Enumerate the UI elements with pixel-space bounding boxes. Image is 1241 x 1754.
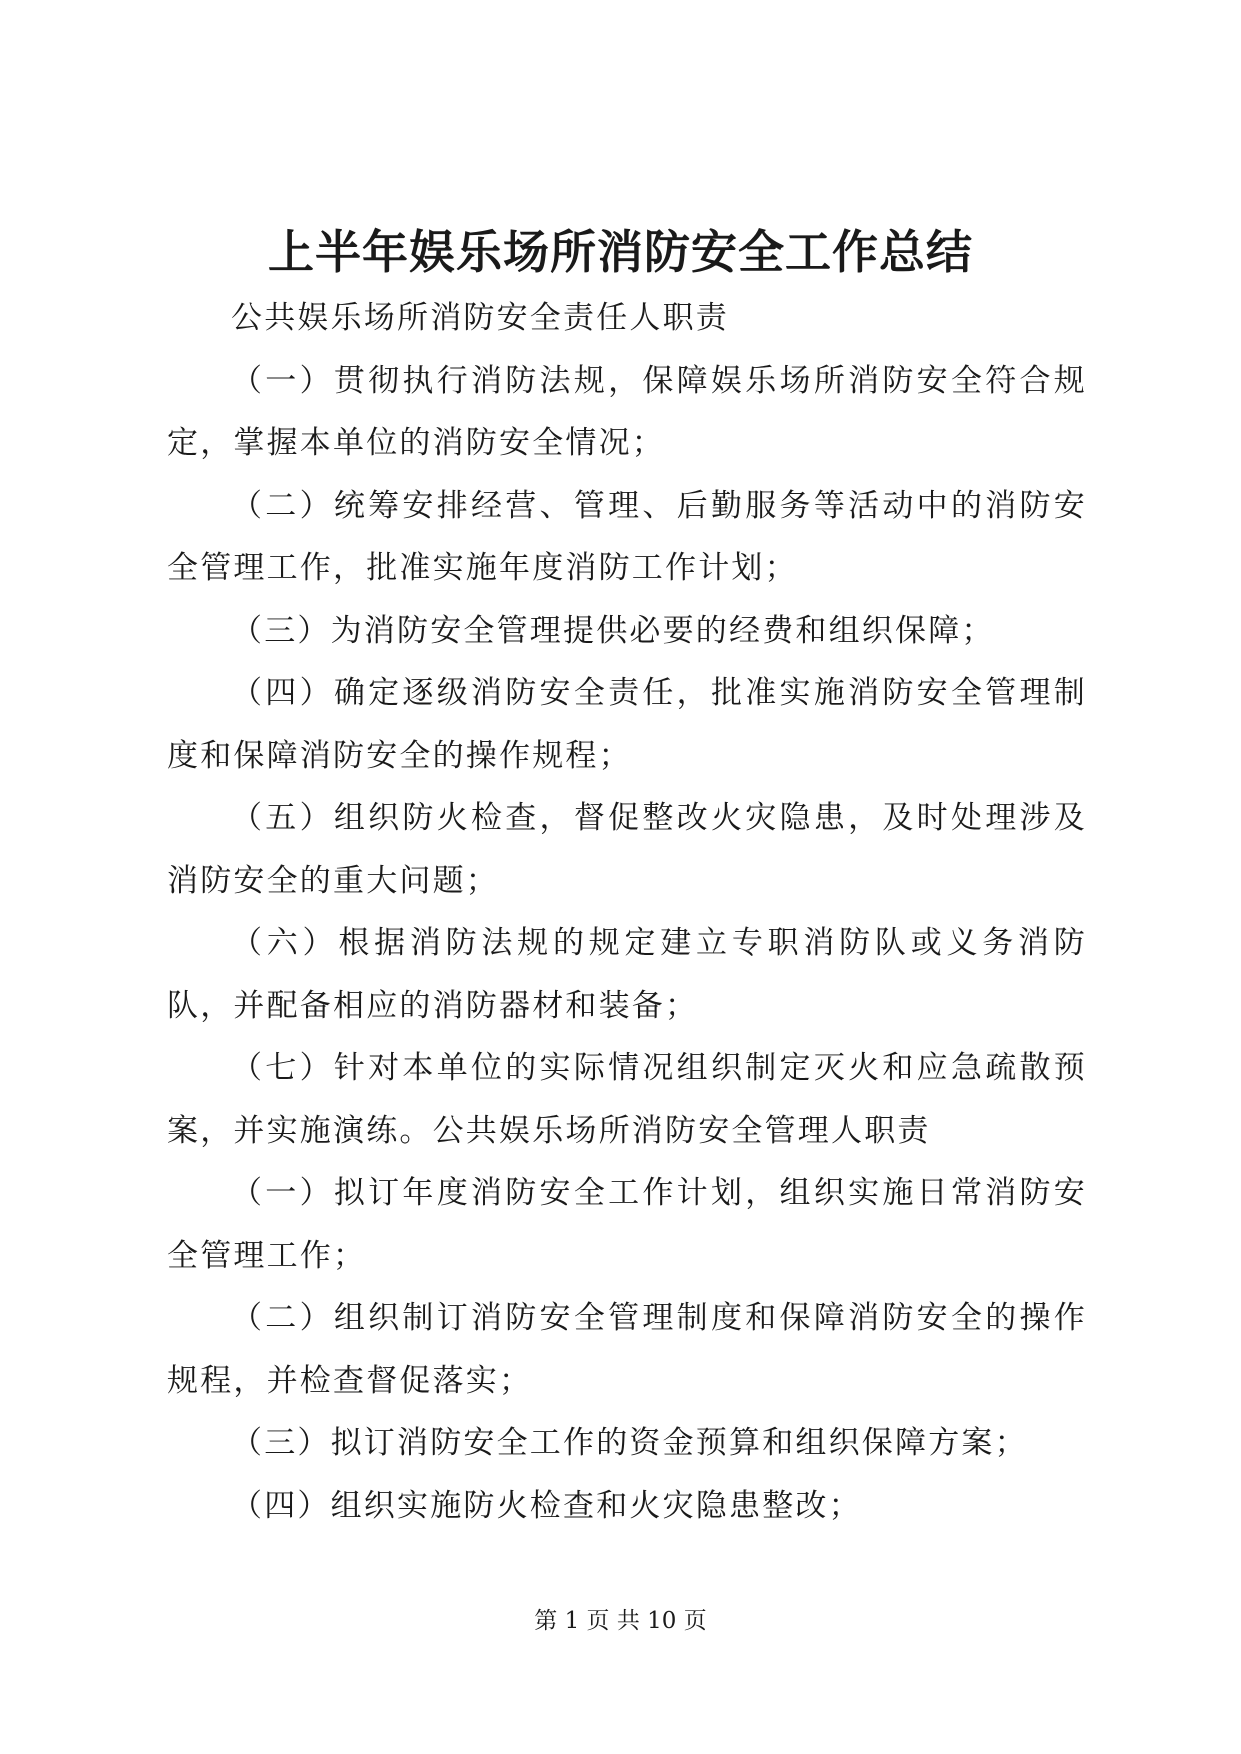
page-footer: 第 1 页 共 10 页	[534, 1608, 707, 1634]
paragraph: 公共娱乐场所消防安全责任人职责	[231, 300, 729, 336]
paragraph: （六）根据消防法规的规定建立专职消防队或义务消防队，并配备相应的消防器材和装备；	[167, 925, 1087, 1024]
paragraph: （三）为消防安全管理提供必要的经费和组织保障；	[231, 612, 995, 649]
document-title: 上半年娱乐场所消防安全工作总结	[268, 225, 973, 279]
paragraph: （一）拟订年度消防安全工作计划，组织实施日常消防安全管理工作；	[167, 1175, 1087, 1274]
paragraph: （四）组织实施防火检查和火灾隐患整改；	[231, 1487, 862, 1524]
paragraph: （一）贯彻执行消防法规，保障娱乐场所消防安全符合规定，掌握本单位的消防安全情况；	[167, 362, 1087, 461]
paragraph: （七）针对本单位的实际情况组织制定灭火和应急疏散预案，并实施演练。公共娱乐场所消防安全管理人职责	[167, 1050, 1087, 1149]
paragraph: （二）组织制订消防安全管理制度和保障消防安全的操作规程，并检查督促落实；	[167, 1300, 1087, 1399]
document-body	[167, 287, 1087, 1537]
paragraph: （四）确定逐级消防安全责任，批准实施消防安全管理制度和保障消防安全的操作规程；	[167, 675, 1087, 774]
paragraph: （二）统筹安排经营、管理、后勤服务等活动中的消防安全管理工作，批准实施年度消防工作计划；	[167, 487, 1087, 586]
paragraph: （五）组织防火检查，督促整改火灾隐患，及时处理涉及消防安全的重大问题；	[167, 800, 1087, 899]
paragraph: （三）拟订消防安全工作的资金预算和组织保障方案；	[231, 1425, 1028, 1461]
